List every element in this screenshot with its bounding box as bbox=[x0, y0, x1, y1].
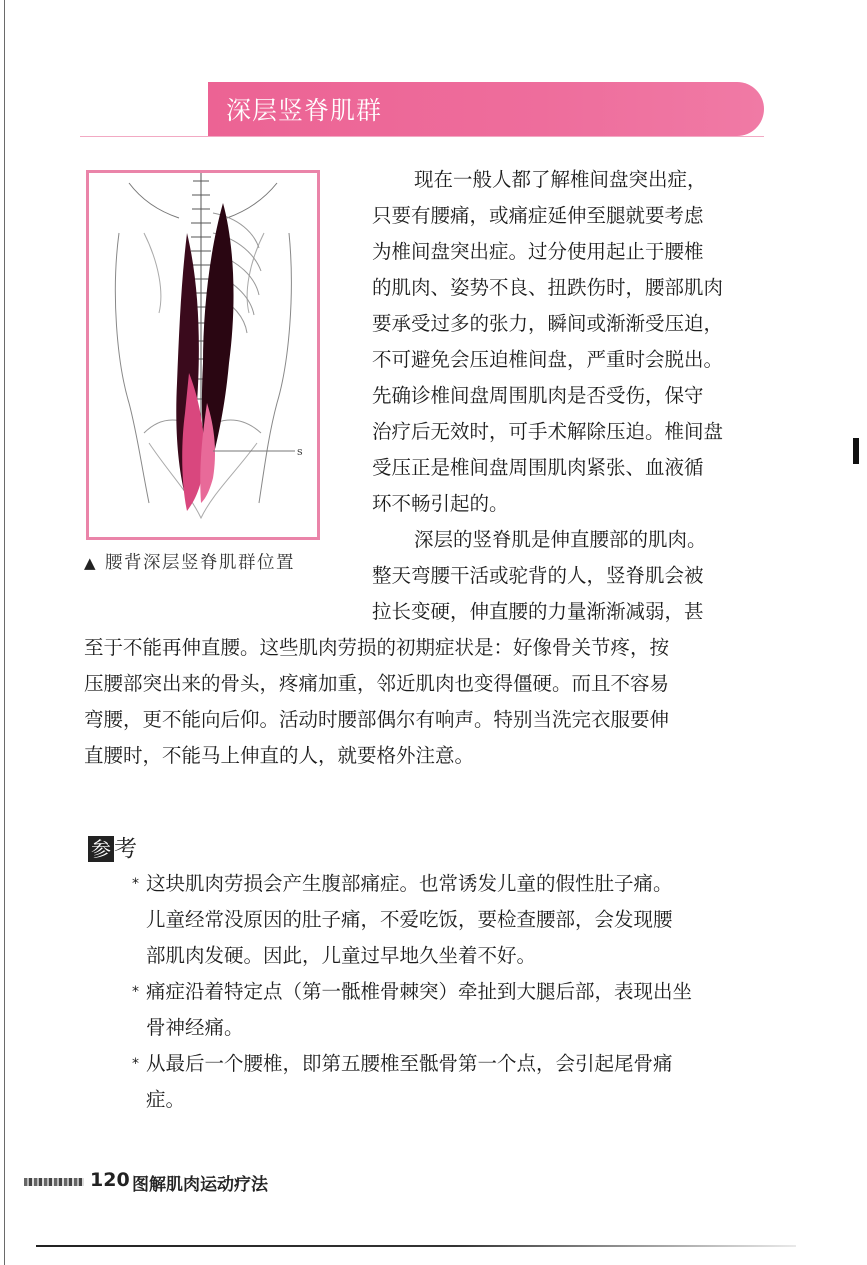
reference-icon: 参 bbox=[88, 836, 114, 862]
body-line: 至于不能再伸直腰。这些肌肉劳损的初期症状是：好像骨关节疼，按 bbox=[84, 636, 670, 659]
bullet-icon: * bbox=[132, 876, 139, 892]
reference-note-text: 从最后一个腰椎，即第五腰椎至骶骨第一个点，会引起尾骨痛 bbox=[146, 1052, 673, 1075]
body-line: 直腰时，不能马上伸直的人，就要格外注意。 bbox=[84, 744, 475, 767]
header-underline bbox=[80, 136, 764, 137]
reference-note-text: 骨神经痛。 bbox=[146, 1016, 244, 1039]
body-line: 整天弯腰干活或驼背的人，竖脊肌会被 bbox=[372, 564, 704, 587]
body-line: 要承受过多的张力，瞬间或渐渐受压迫， bbox=[372, 312, 724, 335]
bullet-icon: * bbox=[132, 984, 139, 1000]
reference-note-text: 儿童经常没原因的肚子痛，不爱吃饭，要检查腰部，会发现腰 bbox=[146, 908, 673, 931]
muscle-label: s bbox=[297, 445, 303, 458]
bottom-rule bbox=[36, 1245, 796, 1247]
reference-note bbox=[132, 1054, 673, 1074]
body-line: 不可避免会压迫椎间盘，严重时会脱出。 bbox=[372, 348, 724, 371]
body-line: 拉长变硬，伸直腰的力量渐渐减弱，甚 bbox=[372, 600, 704, 623]
body-line: 治疗后无效时，可手术解除压迫。椎间盘 bbox=[372, 420, 724, 443]
body-line: 为椎间盘突出症。过分使用起止于腰椎 bbox=[372, 240, 704, 263]
reference-heading: 考 bbox=[114, 836, 137, 862]
body-line: 压腰部突出来的骨头，疼痛加重，邻近肌肉也变得僵硬。而且不容易 bbox=[84, 672, 670, 695]
back-anatomy-illustration bbox=[89, 173, 317, 537]
reference-note bbox=[132, 982, 692, 1002]
body-line: 先确诊椎间盘周围肌肉是否受伤，保守 bbox=[372, 384, 704, 407]
book-title: 图解肌肉运动疗法 bbox=[132, 1175, 268, 1195]
figure-caption-text: 腰背深层竖脊肌群位置 bbox=[105, 553, 296, 573]
reference-note bbox=[132, 874, 673, 894]
anatomy-figure bbox=[86, 170, 320, 540]
page-edge-rule bbox=[4, 0, 5, 1265]
section-title: 深层竖脊肌群 bbox=[226, 96, 383, 125]
page-number: 120 bbox=[90, 1169, 130, 1191]
body-line: 的肌肉、姿势不良、扭跌伤时，腰部肌肉 bbox=[372, 276, 724, 299]
page-side-mark bbox=[853, 438, 859, 464]
body-line: 环不畅引起的。 bbox=[372, 492, 509, 515]
figure-caption bbox=[84, 549, 295, 574]
reference-note-text: 痛症沿着特定点（第一骶椎骨棘突）牵扯到大腿后部，表现出坐 bbox=[146, 980, 693, 1003]
reference-note-text: 症。 bbox=[146, 1088, 186, 1111]
body-line: 深层的竖脊肌是伸直腰部的肌肉。 bbox=[414, 528, 707, 551]
body-line: 现在一般人都了解椎间盘突出症， bbox=[414, 168, 707, 191]
body-line: 弯腰，更不能向后仰。活动时腰部偶尔有响声。特别当洗完衣服要伸 bbox=[84, 708, 670, 731]
reference-note-text: 这块肌肉劳损会产生腹部痛症。也常诱发儿童的假性肚子痛。 bbox=[146, 872, 673, 895]
body-line: 只要有腰痛，或痛症延伸至腿就要考虑 bbox=[372, 204, 704, 227]
bullet-icon: * bbox=[132, 1056, 139, 1072]
reference-note-text: 部肌肉发硬。因此，儿童过早地久坐着不好。 bbox=[146, 944, 537, 967]
body-line: 受压正是椎间盘周围肌肉紧张、血液循 bbox=[372, 456, 704, 479]
footer-decoration bbox=[24, 1178, 84, 1186]
triangle-icon: ▲ bbox=[84, 554, 98, 572]
